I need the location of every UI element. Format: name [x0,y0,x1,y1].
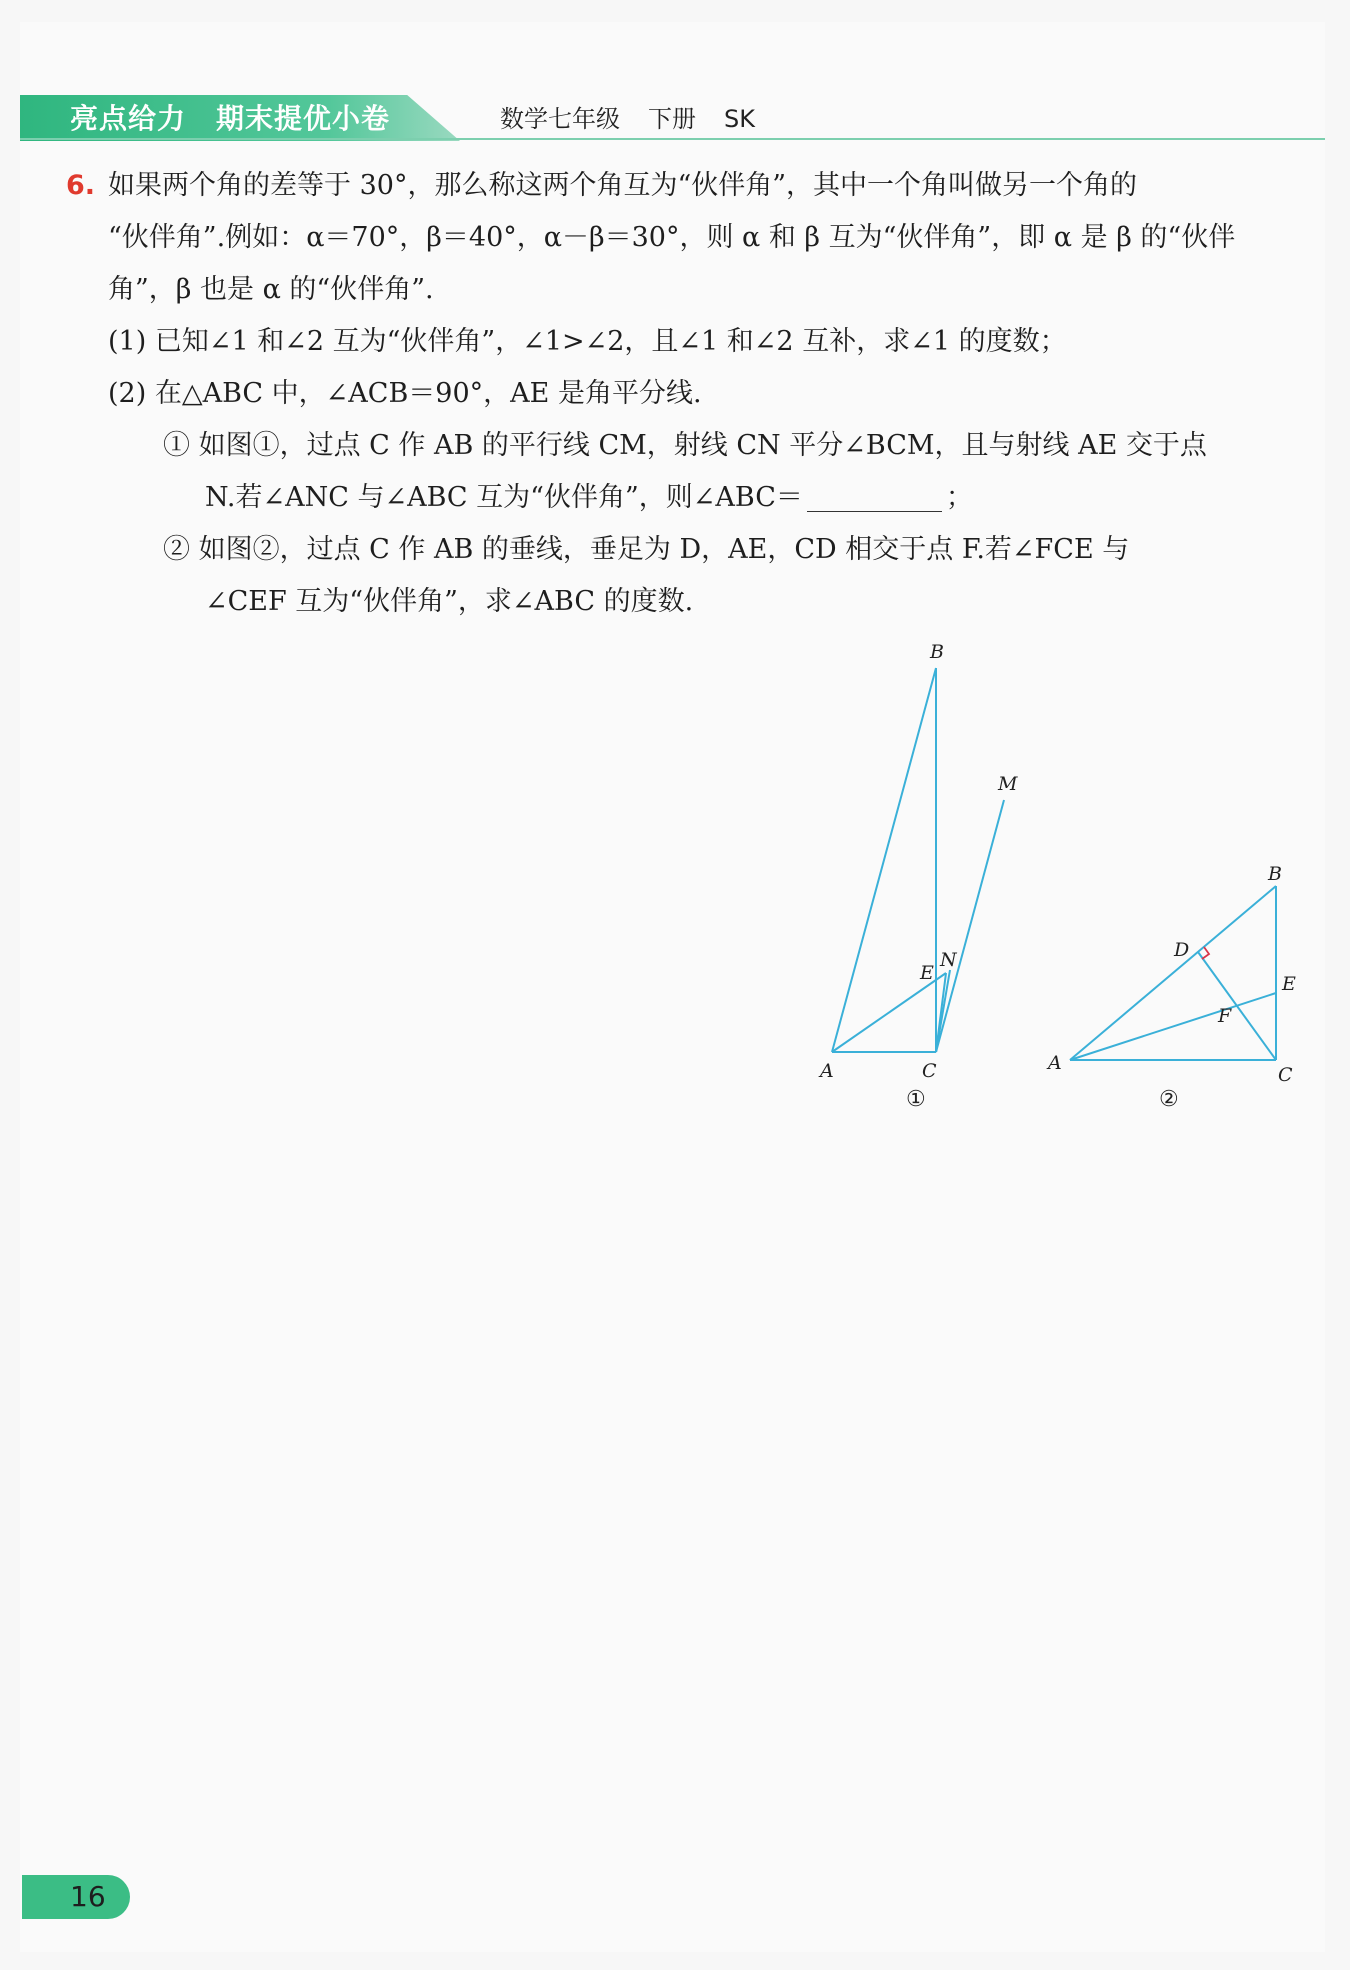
figure-1-caption: ① [906,1087,926,1112]
figure-2-caption: ② [1159,1087,1179,1112]
segment-AB [832,668,936,1052]
label-A: A [820,1060,834,1082]
answer-blank[interactable] [807,481,942,512]
figure-2 [1040,850,1320,1120]
problem-line-end: ； [945,482,973,513]
subquestion-2: (2) 在△ABC 中，∠ACB＝90°，AE 是角平分线. [108,378,702,409]
header-series-title [70,99,390,139]
page-number: 16 [70,1880,106,1913]
label-C: C [1278,1064,1293,1086]
header-book-info [500,99,783,139]
label-C: C [922,1060,937,1082]
segment-AB [1070,886,1276,1060]
label-B: B [1268,863,1282,885]
ray-AE [832,973,946,1052]
figure-2-diagram [1040,850,1320,1120]
subquestion-1: (1) 已知∠1 和∠2 互为“伙伴角”，∠1>∠2，且∠1 和∠2 互补，求∠1 的度数； [108,326,1067,357]
header-divider [20,138,1325,140]
label-M: M [998,773,1018,795]
ray-CM [936,800,1004,1052]
edition-label: SK [724,105,755,133]
label-D: D [1174,939,1190,961]
volume-label: 下册 [648,105,696,133]
subquestion-2-part-2: ② 如图②，过点 C 作 AB 的垂线，垂足为 D，AE，CD 相交于点 F.若∠FCE 与 [163,534,1130,565]
label-E: E [1282,973,1296,995]
problem-line: 如果两个角的差等于 30°，那么称这两个角互为“伙伴角”，其中一个角叫做另一个角的 [108,170,1138,201]
figure-1 [800,630,1060,1120]
series-name-b: 期末提优小卷 [216,102,391,135]
label-A: A [1048,1052,1062,1074]
subquestion-2-part-1-cont [205,472,973,524]
question-number: 6. [66,170,96,201]
problem-line: N.若∠ANC 与∠ABC 互为“伙伴角”，则∠ABC＝ [205,482,803,513]
segment-AE [1070,993,1276,1060]
subquestion-2-part-2-cont: ∠CEF 互为“伙伴角”，求∠ABC 的度数. [205,586,694,617]
segment-CD [1198,952,1276,1060]
label-N: N [940,949,957,971]
label-F: F [1218,1005,1232,1027]
series-name-a: 亮点给力 [70,102,187,135]
subject-label: 数学七年级 [500,105,620,133]
label-B: B [930,641,944,663]
problem-line: “伙伴角”.例如：α＝70°，β＝40°，α－β＝30°，则 α 和 β 互为“伙伴角”，即 α 是 β 的“伙伴 [108,222,1236,253]
label-E: E [920,962,934,984]
subquestion-2-part-1: ① 如图①，过点 C 作 AB 的平行线 CM，射线 CN 平分∠BCM，且与射线 AE 交于点 [163,430,1207,461]
figure-1-diagram [800,630,1060,1120]
problem-line: 角”，β 也是 α 的“伙伴角”. [108,274,434,305]
